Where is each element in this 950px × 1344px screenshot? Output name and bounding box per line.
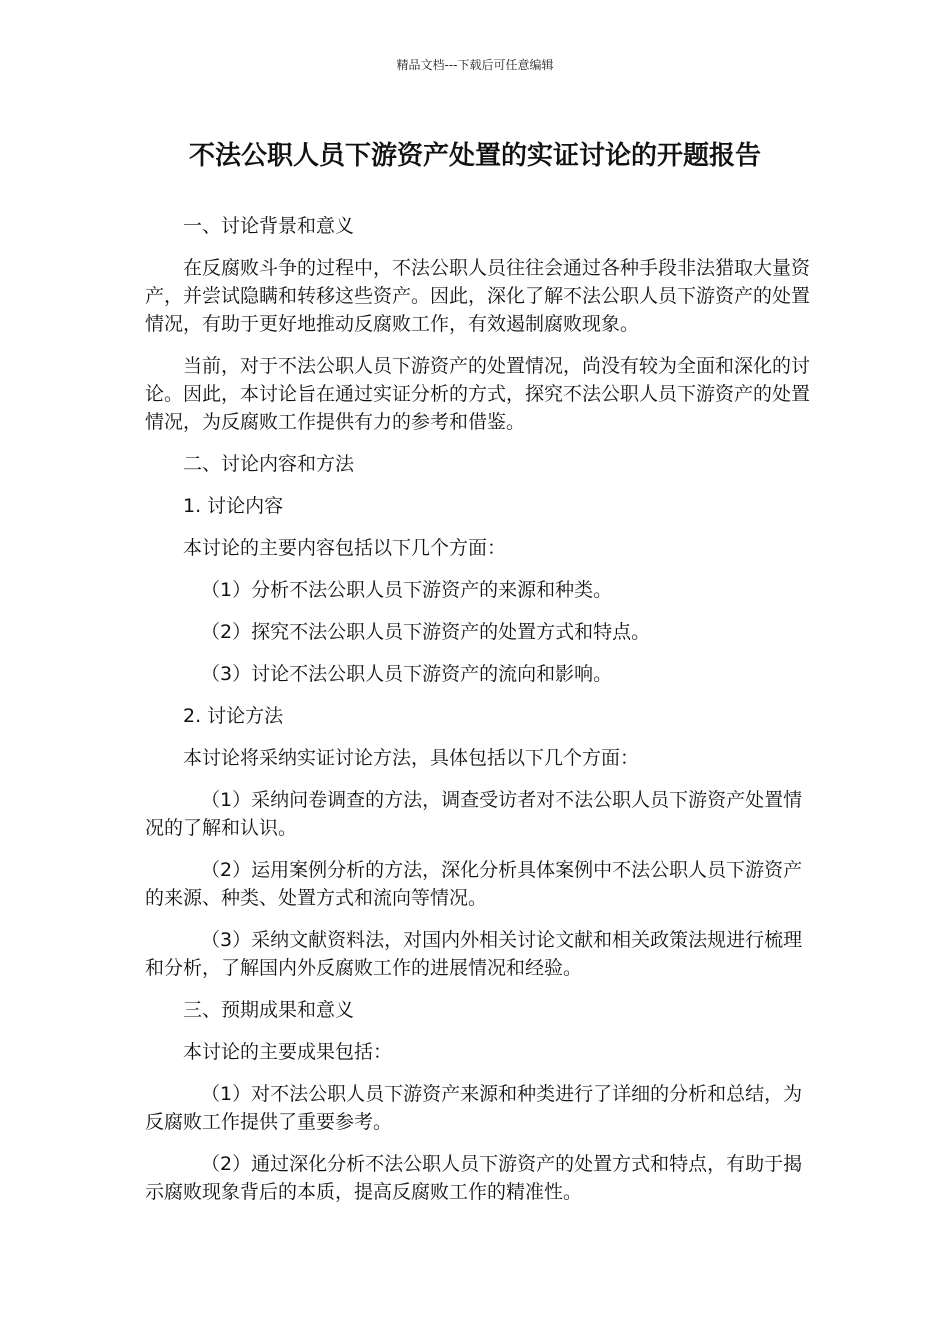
content-item: （1）分析不法公职人员下游资产的来源和种类。 [201,579,613,601]
section-3-heading: 三、预期成果和意义 [183,999,355,1021]
section-3-intro: 本讨论的主要成果包括： [183,1041,393,1063]
section-2-method-intro: 本讨论将采纳实证讨论方法，具体包括以下几个方面： [183,747,640,769]
outcome-item: （2）通过深化分析不法公职人员下游资产的处置方式和特点，有助于揭示腐败现象背后的本质，提高反腐败工作的精准性。 [145,1153,803,1203]
section-2-subheading-content: 1. 讨论内容 [183,495,284,517]
document-title: 不法公职人员下游资产处置的实证讨论的开题报告 [188,141,761,171]
content-item: （3）讨论不法公职人员下游资产的流向和影响。 [201,663,613,685]
section-2-subheading-method: 2. 讨论方法 [183,705,284,727]
outcome-item: （1）对不法公职人员下游资产来源和种类进行了详细的分析和总结，为反腐败工作提供了重要参考。 [145,1083,803,1133]
section-2-heading: 二、讨论内容和方法 [183,453,355,475]
method-item: （3）采纳文献资料法，对国内外相关讨论文献和相关政策法规进行梳理和分析，了解国内外反腐败工作的进展情况和经验。 [145,929,803,979]
method-item: （1）采纳问卷调查的方法，调查受访者对不法公职人员下游资产处置情况的了解和认识。 [145,789,803,839]
section-1-heading: 一、讨论背景和意义 [183,215,355,237]
section-2-content-intro: 本讨论的主要内容包括以下几个方面： [183,537,507,559]
document-body [145,212,813,1220]
content-item: （2）探究不法公职人员下游资产的处置方式和特点。 [201,621,651,643]
section-1-paragraph-2: 当前，对于不法公职人员下游资产的处置情况，尚没有较为全面和深化的讨论。因此，本讨论旨在通过实证分析的方式，探究不法公职人员下游资产的处置情况，为反腐败工作提供有力的参考和借鉴。 [145,355,811,433]
header-note: 精品文档---下载后可任意编辑 [396,58,554,72]
section-1-paragraph-1: 在反腐败斗争的过程中，不法公职人员往往会通过各种手段非法猎取大量资产，并尝试隐瞒和转移这些资产。因此，深化了解不法公职人员下游资产的处置情况，有助于更好地推动反腐败工作，有效遏制腐败现象。 [145,257,811,335]
method-item: （2）运用案例分析的方法，深化分析具体案例中不法公职人员下游资产的来源、种类、处置方式和流向等情况。 [145,859,803,909]
